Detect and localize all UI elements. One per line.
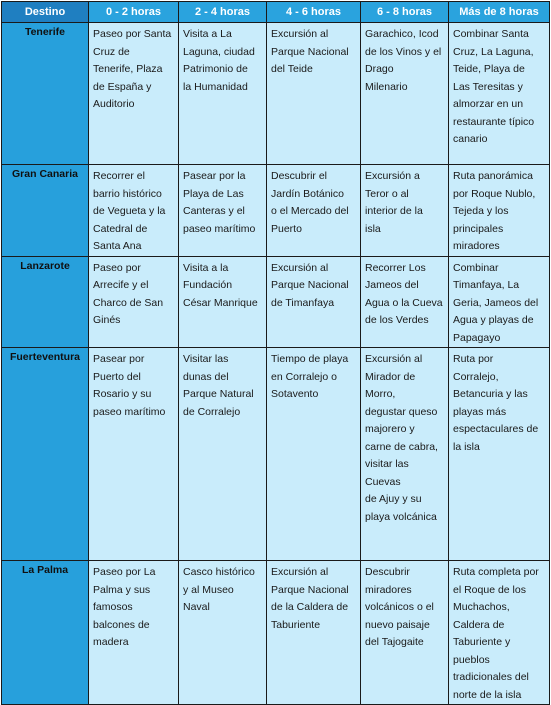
activity-cell (179, 561, 267, 705)
activity-text: Combinar Santa Cruz, La Laguna, Teide, Playa de Las Teresitas y almorzar en un restaurante típico canario (453, 28, 535, 145)
activity-text: Ruta panorámica por Roque Nublo, Tejeda y los principales miradores (453, 170, 536, 252)
activity-cell (179, 256, 267, 348)
activity-text: Excursión al Mirador de Morro, degustar queso majorero y carne de cabra, visitar las Cuevas de Ajuy y su playa volcánica (365, 353, 438, 523)
activity-text: Descubrir el Jardín Botánico o el Mercado del Puerto (271, 170, 349, 235)
itinerary-table (1, 1, 550, 705)
activity-cell (361, 165, 449, 257)
activity-cell (361, 348, 449, 561)
activity-cell (89, 23, 179, 165)
activity-text: Garachico, Icod de los Vinos y el Drago Milenario (365, 28, 442, 93)
activity-text: Recorrer Los Jameos del Agua o la Cueva de los Verdes (365, 261, 443, 326)
header-mas-8-horas: Más de 8 horas (449, 2, 550, 23)
table-row (2, 165, 550, 257)
activity-cell (267, 165, 361, 257)
activity-text: Excursión a Teror o al interior de la isla (365, 170, 423, 235)
destino-cell: Lanzarote (2, 256, 89, 348)
activity-text: Excursión al Parque Nacional de la Caldera de Taburiente (271, 566, 349, 631)
table-header (2, 2, 550, 23)
destino-cell: La Palma (2, 561, 89, 705)
activity-cell (179, 348, 267, 561)
table-row (2, 256, 550, 348)
activity-cell (267, 561, 361, 705)
destino-cell: Fuerteventura (2, 348, 89, 561)
activity-cell (449, 561, 550, 705)
table-row (2, 561, 550, 705)
activity-text: Pasear por Puerto del Rosario y su paseo marítimo (93, 353, 166, 418)
activity-cell (89, 165, 179, 257)
destino-cell: Tenerife (2, 23, 89, 165)
activity-text: Paseo por La Palma y sus famosos balcones de madera (93, 566, 156, 648)
activity-cell (449, 23, 550, 165)
header-0-2-horas: 0 - 2 horas (89, 2, 179, 23)
activity-text: Pasear por la Playa de Las Canteras y el paseo marítimo (183, 170, 256, 235)
activity-cell (449, 256, 550, 348)
activity-cell (361, 23, 449, 165)
activity-cell (449, 165, 550, 257)
activity-text: Visita a la Fundación César Manrique (183, 261, 258, 309)
activity-cell (361, 561, 449, 705)
activity-cell (89, 561, 179, 705)
activity-text: Casco histórico y al Museo Naval (183, 566, 255, 613)
activity-cell (179, 23, 267, 165)
activity-text: Paseo por Santa Cruz de Tenerife, Plaza de España y Auditorio (93, 28, 172, 110)
table-row (2, 23, 550, 165)
activity-cell (267, 256, 361, 348)
header-row (2, 2, 550, 23)
activity-text: Tiempo de playa en Corralejo o Sotavento (271, 353, 349, 400)
activity-text: Ruta por Corralejo, Betancuria y las playas más espectaculares de la isla (453, 353, 539, 453)
activity-text: Paseo por Arrecife y el Charco de San Ginés (93, 261, 164, 326)
activity-text: Excursión al Parque Nacional de Timanfaya (271, 261, 349, 309)
activity-cell (267, 348, 361, 561)
activity-text: Recorrer el barrio histórico de Vegueta y la Catedral de Santa Ana (93, 170, 166, 252)
table-body (2, 23, 550, 705)
activity-cell (89, 348, 179, 561)
activity-text: Combinar Timanfaya, La Geria, Jameos del Agua y playas de Papagayo (453, 261, 539, 344)
activity-text: Ruta completa por el Roque de los Muchachos, Caldera de Taburiente y pueblos tradicionales del norte de la isla (453, 566, 539, 701)
header-6-8-horas: 6 - 8 horas (361, 2, 449, 23)
activity-text: Visitar las dunas del Parque Natural de Corralejo (183, 353, 254, 418)
activity-text: Visita a La Laguna, ciudad Patrimonio de la Humanidad (183, 28, 255, 93)
activity-text: Descubrir miradores volcánicos o el nuevo paisaje del Tajogaite (365, 566, 434, 648)
table-row (2, 348, 550, 561)
activity-cell (179, 165, 267, 257)
header-2-4-horas: 2 - 4 horas (179, 2, 267, 23)
activity-cell (449, 348, 550, 561)
activity-cell (267, 23, 361, 165)
header-destino: Destino (2, 2, 89, 23)
activity-cell (89, 256, 179, 348)
header-4-6-horas: 4 - 6 horas (267, 2, 361, 23)
activity-text: Excursión al Parque Nacional del Teide (271, 28, 349, 75)
activity-cell (361, 256, 449, 348)
destino-cell: Gran Canaria (2, 165, 89, 257)
